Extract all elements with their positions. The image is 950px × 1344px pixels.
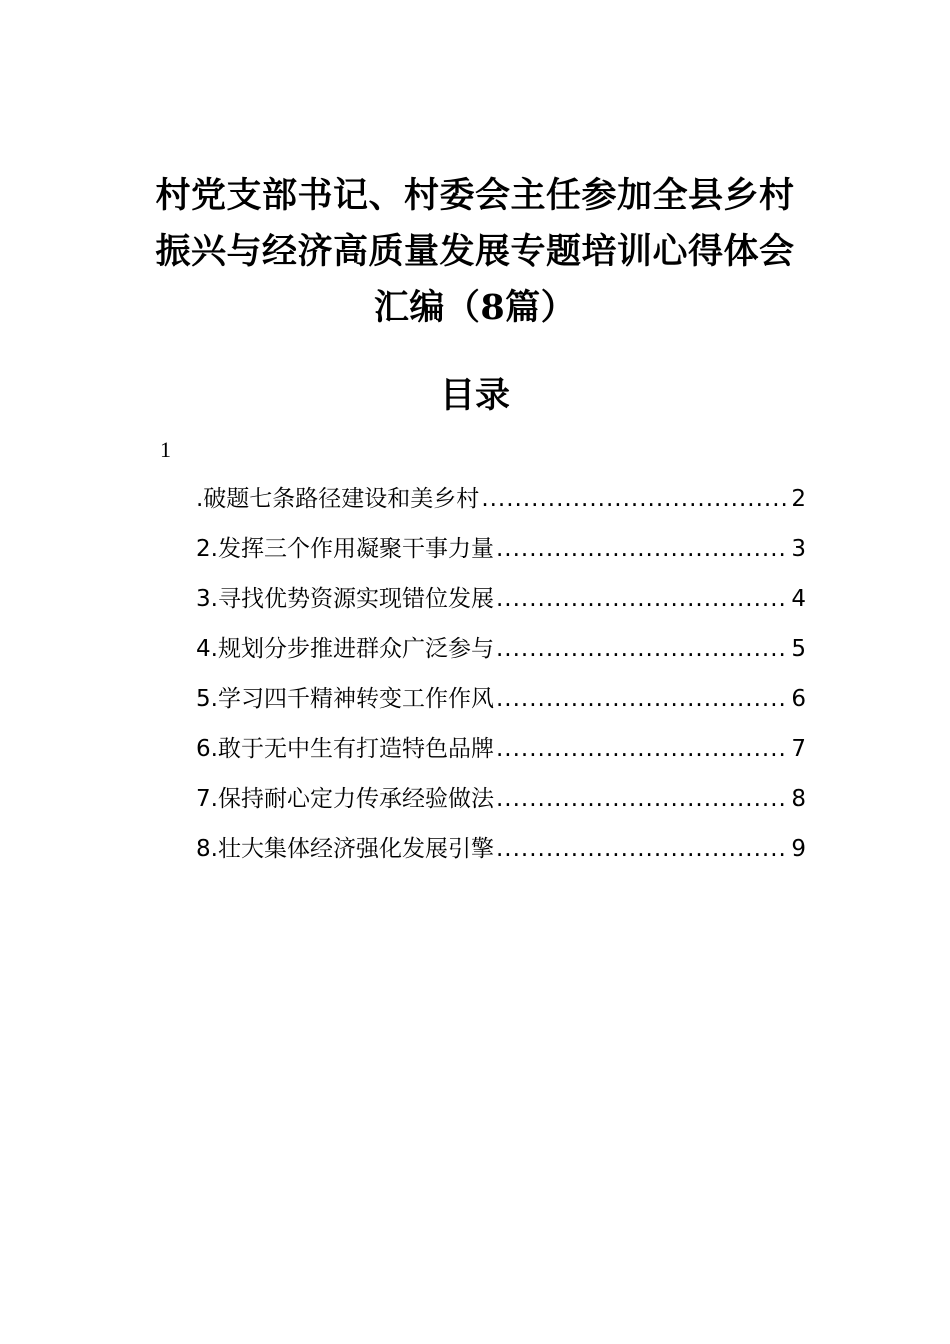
dot-leader <box>496 780 789 818</box>
toc-entry-label: 5.学习四千精神转变工作作风 <box>196 686 494 712</box>
toc-entry-label: 6.敢于无中生有打造特色品牌 <box>196 736 494 762</box>
toc-entry-label: 7.保持耐心定力传承经验做法 <box>196 786 494 812</box>
toc-page-number: 2 <box>791 486 806 512</box>
toc-entry-label: .破题七条路径建设和美乡村 <box>196 486 480 512</box>
toc-page-number: 8 <box>791 786 806 812</box>
document-title <box>150 168 800 336</box>
title-line-3: 汇编（8篇） <box>373 287 577 328</box>
list-number-marker: 1 <box>160 437 171 462</box>
toc-entry-label: 4.规划分步推进群众广泛参与 <box>196 636 494 662</box>
title-line-1: 村党支部书记、村委会主任参加全县乡村 <box>155 175 795 216</box>
toc-entry-label: 2.发挥三个作用凝聚干事力量 <box>196 536 494 562</box>
title-line-2: 振兴与经济高质量发展专题培训心得体会 <box>155 231 795 272</box>
toc-entry-2[interactable] <box>196 530 806 580</box>
dot-leader <box>496 830 789 868</box>
toc-page-number: 5 <box>791 636 806 662</box>
dot-leader <box>496 730 789 768</box>
toc-entry-4[interactable] <box>196 630 806 680</box>
toc-page-number: 3 <box>791 536 806 562</box>
toc-page-number: 4 <box>791 586 806 612</box>
dot-leader <box>496 630 789 668</box>
toc-page-number: 9 <box>791 836 806 862</box>
toc-page-number: 6 <box>791 686 806 712</box>
toc-heading: 目录 <box>439 375 510 416</box>
dot-leader <box>481 480 789 518</box>
toc-entry-1[interactable] <box>196 480 806 530</box>
toc-entry-5[interactable] <box>196 680 806 730</box>
toc-entry-6[interactable] <box>196 730 806 780</box>
table-of-contents <box>196 480 806 880</box>
toc-entry-7[interactable] <box>196 780 806 830</box>
toc-page-number: 7 <box>791 736 806 762</box>
dot-leader <box>496 580 789 618</box>
dot-leader <box>496 530 789 568</box>
toc-entry-label: 3.寻找优势资源实现错位发展 <box>196 586 494 612</box>
toc-entry-3[interactable] <box>196 580 806 630</box>
toc-entry-8[interactable] <box>196 830 806 880</box>
toc-entry-label: 8.壮大集体经济强化发展引擎 <box>196 836 494 862</box>
dot-leader <box>496 680 789 718</box>
